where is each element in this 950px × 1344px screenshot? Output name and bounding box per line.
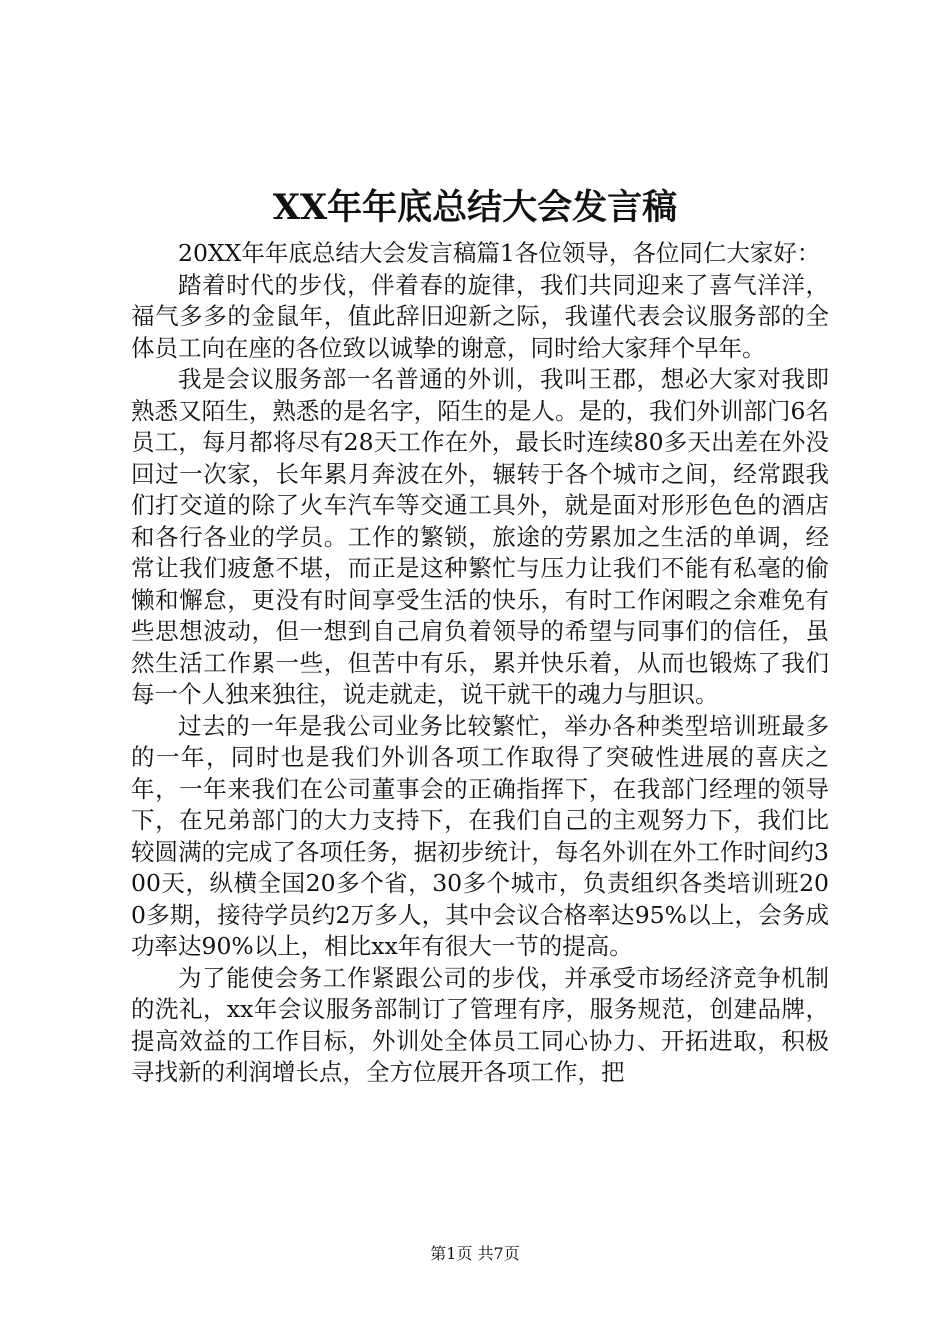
document-body (131, 238, 829, 1089)
paragraph-new-year: 踏着时代的步伐，伴着春的旋律，我们共同迎来了喜气洋洋，福气多多的金鼠年，值此辞旧迎新之际，我谨代表会议服务部的全体员工向在座的各位致以诚挚的谢意，同时给大家拜个早年。 (131, 270, 829, 362)
paragraph-work-goals: 为了能使会务工作紧跟公司的步伐，并承受市场经济竞争机制的洗礼，xx年会议服务部制订了管理有序，服务规范，创建品牌，提高效益的工作目标，外训处全体员工同心协力、开拓进取，积极寻找新的利润增长点，全方位展开各项工作，把 (131, 963, 829, 1086)
paragraph-annual-review: 过去的一年是我公司业务比较繁忙，举办各种类型培训班最多的一年，同时也是我们外训各项工作取得了突破性进展的喜庆之年，一年来我们在公司董事会的正确指挥下，在我部门经理的领导下，在兄弟部门的大力支持下，在我们自己的主观努力下，我们比较圆满的完成了各项任务，据初步统计，每名外训在外工作时间约300天，纵横全国20多个省，30多个城市，负责组织各类培训班200多期，接待学员约2万多人，其中会议合格率达95%以上，会务成功率达90%以上，相比xx年有很大一节的提高。 (131, 711, 829, 960)
paragraph-introduction: 我是会议服务部一名普通的外训，我叫王郡，想必大家对我即熟悉又陌生，熟悉的是名字，陌生的是人。是的，我们外训部门6名员工，每月都将尽有28天工作在外，最长时连续80多天出差在外没回过一次家，长年累月奔波在外，辗转于各个城市之间，经常跟我们打交道的除了火车汽车等交通工具外，就是面对形形色色的酒店和各行各业的学员。工作的繁锁，旅途的劳累加之生活的单调，经常让我们疲惫不堪，而正是这种繁忙与压力让我们不能有私毫的偷懒和懈怠，更没有时间享受生活的快乐，有时工作闲暇之余难免有些思想波动，但一想到自己肩负着领导的希望与同事们的信任，虽然生活工作累一些，但苦中有乐，累并快乐着，从而也锻炼了我们每一个人独来独往，说走就走，说干就干的魂力与胆识。 (131, 365, 829, 708)
paragraph-greeting: 20XX年年底总结大会发言稿篇1各位领导，各位同仁大家好： (178, 239, 821, 267)
page-number-footer: 第1页 共7页 (430, 1244, 520, 1263)
document-title: XX年年底总结大会发言稿 (272, 187, 678, 228)
